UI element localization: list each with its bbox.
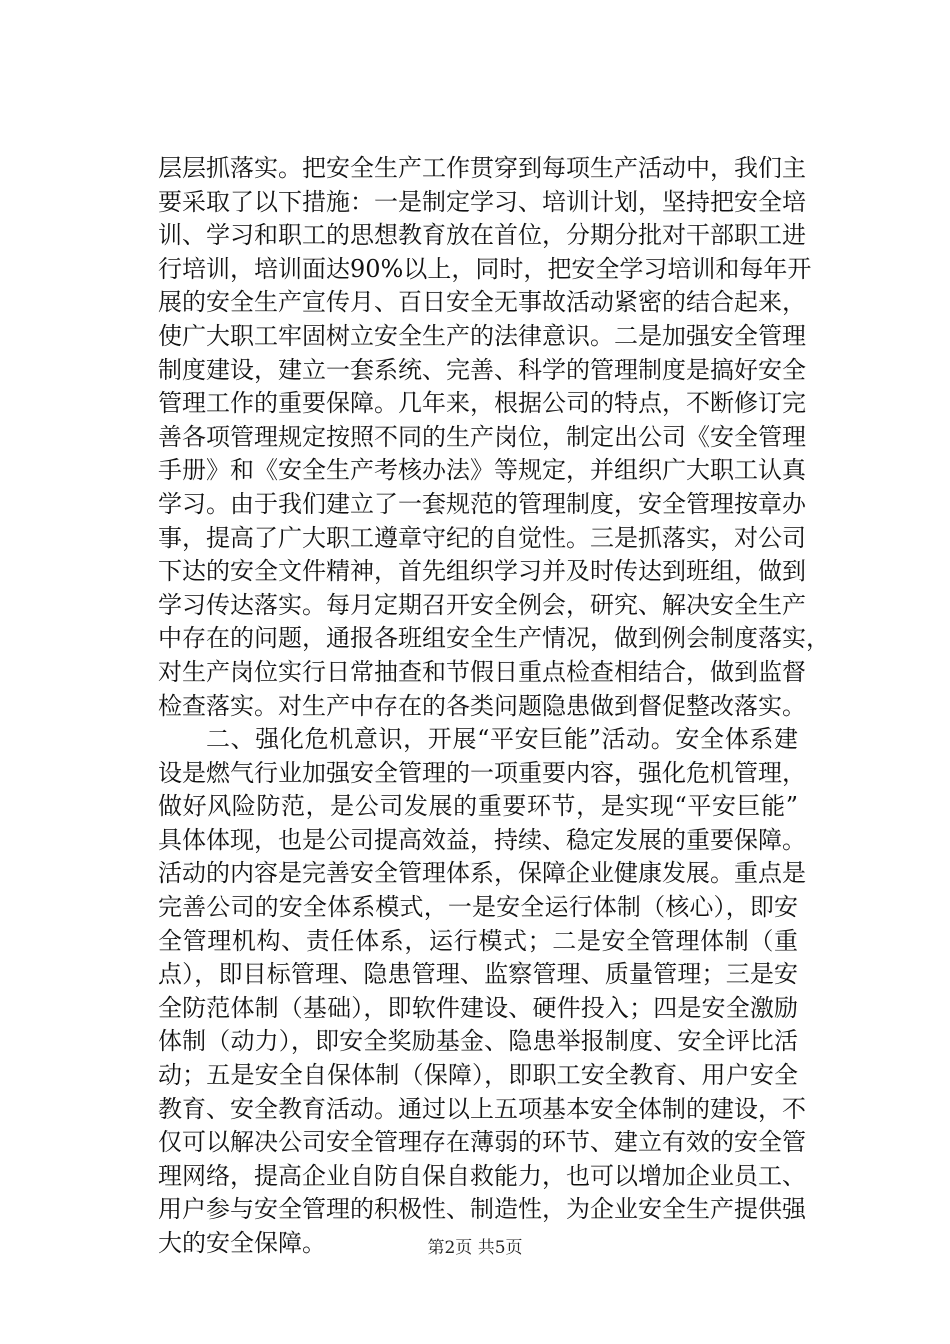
- text-line: 事，提高了广大职工遵章守纪的自觉性。三是抓落实，对公司: [158, 523, 806, 552]
- text-line: 体制（动力），即安全奖励基金、隐患举报制度、安全评比活: [158, 1027, 798, 1056]
- text-line: 仅可以解决公司安全管理存在薄弱的环节、建立有效的安全管: [158, 1128, 806, 1157]
- text-line: 层层抓落实。把安全生产工作贯穿到每项生产活动中，我们主: [158, 154, 806, 182]
- text-line: 点），即目标管理、隐患管理、监察管理、质量管理；三是安: [158, 960, 798, 989]
- text-line: 要采取了以下措施：一是制定学习、培训计划，坚持把安全培: [158, 187, 806, 216]
- text-line: 下达的安全文件精神，首先组织学习并及时传达到班组，做到: [158, 557, 806, 586]
- text-line: 完善公司的安全体系模式，一是安全运行体制（核心），即安: [158, 893, 798, 922]
- text-line: 展的安全生产宣传月、百日安全无事故活动紧密的结合起来，: [158, 288, 806, 317]
- text-line: 做好风险防范，是公司发展的重要环节，是实现“平安巨能”: [158, 792, 798, 821]
- text-line: 动；五是安全自保体制（保障），即职工安全教育、用户安全: [158, 1061, 798, 1090]
- text-line: 检查落实。对生产中存在的各类问题隐患做到督促整改落实。: [158, 691, 806, 720]
- text-line: 具体体现，也是公司提高效益，持续、稳定发展的重要保障。: [158, 825, 806, 854]
- text-line: 学习传达落实。每月定期召开安全例会，研究、解决安全生产: [158, 590, 806, 619]
- text-line: 用户参与安全管理的积极性、制造性，为企业安全生产提供强: [158, 1195, 806, 1224]
- text-line: 中存在的问题，通报各班组安全生产情况，做到例会制度落实，: [158, 624, 830, 653]
- text-line: 使广大职工牢固树立安全生产的法律意识。二是加强安全管理: [158, 321, 806, 350]
- text-line: 全管理机构、责任体系，运行模式；二是安全管理体制（重: [158, 926, 798, 955]
- text-line: 管理工作的重要保障。几年来，根据公司的特点，不断修订完: [158, 389, 806, 418]
- page-footer: 第2页 共5页: [427, 1238, 523, 1258]
- text-line: 理网络，提高企业自防自保自救能力，也可以增加企业员工、: [158, 1161, 806, 1190]
- text-line: 行培训，培训面达90%以上，同时，把安全学习培训和每年开: [158, 254, 812, 283]
- text-line: 教育、安全教育活动。通过以上五项基本安全体制的建设，不: [158, 1094, 806, 1123]
- body-text: [158, 152, 830, 1261]
- paragraph: [158, 723, 806, 1261]
- text-line: 大的安全保障。: [158, 1229, 326, 1257]
- paragraph: [158, 152, 830, 723]
- text-line: 制度建设，建立一套系统、完善、科学的管理制度是搞好安全: [158, 355, 806, 384]
- text-line: 手册》和《安全生产考核办法》等规定，并组织广大职工认真: [158, 456, 806, 485]
- text-line: 学习。由于我们建立了一套规范的管理制度，安全管理按章办: [158, 489, 806, 518]
- text-line: 对生产岗位实行日常抽查和节假日重点检查相结合，做到监督: [158, 657, 806, 686]
- text-line: 二、强化危机意识，开展“平安巨能”活动。安全体系建: [206, 725, 798, 754]
- text-line: 活动的内容是完善安全管理体系，保障企业健康发展。重点是: [158, 859, 806, 888]
- text-line: 设是燃气行业加强安全管理的一项重要内容，强化危机管理，: [158, 758, 806, 787]
- text-line: 训、学习和职工的思想教育放在首位，分期分批对干部职工进: [158, 221, 806, 250]
- text-line: 善各项管理规定按照不同的生产岗位，制定出公司《安全管理: [158, 422, 806, 451]
- text-line: 全防范体制（基础），即软件建设、硬件投入；四是安全激励: [158, 993, 798, 1022]
